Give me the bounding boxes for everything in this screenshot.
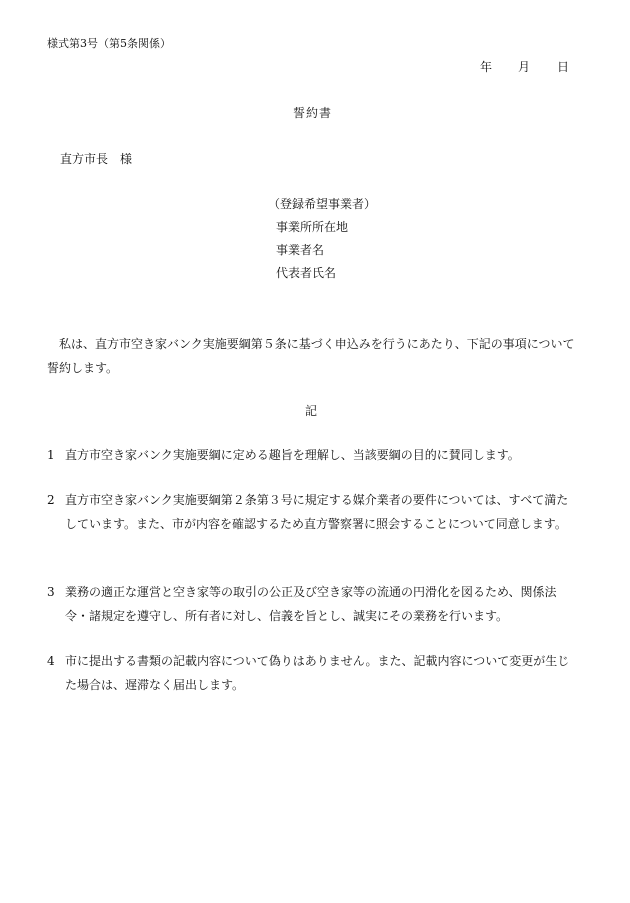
ki-heading: 記: [305, 404, 318, 418]
date-month-label: 月: [518, 60, 531, 74]
pledge-item: [47, 580, 577, 628]
item-number: 2: [47, 493, 55, 507]
item-number: 4: [47, 654, 55, 668]
item-text: 業務の適正な運営と空き家等の取引の公正及び空き家等の流通の円滑化を図るため、関係法令・諸規定を遵守し、所有者に対し、信義を旨とし、誠実にその業務を行います。: [65, 585, 557, 623]
addressee: 直方市長 様: [60, 152, 133, 166]
pledge-item: [47, 649, 577, 697]
document-title: 誓約書: [293, 106, 333, 120]
pledge-item: [47, 443, 577, 467]
date-day-label: 日: [557, 60, 570, 74]
item-text: 市に提出する書類の記載内容について偽りはありません。また、記載内容について変更が生じた場合は、遅滞なく届出します。: [65, 654, 570, 692]
item-number: 3: [47, 585, 55, 599]
form-number: 様式第3号（第5条関係）: [47, 37, 171, 50]
item-number: 1: [47, 448, 55, 462]
pledge-statement: 私は、直方市空き家バンク実施要綱第５条に基づく申込みを行うにあたり、下記の事項について誓約します。: [47, 337, 575, 375]
item-text: 直方市空き家バンク実施要綱第２条第３号に規定する媒介業者の要件については、すべて満たしています。また、市が内容を確認するため直方警察署に照会することについて同意します。: [65, 493, 569, 531]
applicant-heading: （登録希望事業者）: [268, 197, 377, 211]
business-name-label: 事業者名: [276, 243, 325, 257]
pledge-item: [47, 488, 577, 536]
item-text: 直方市空き家バンク実施要綱に定める趣旨を理解し、当該要綱の目的に賛同します。: [65, 448, 520, 462]
representative-label: 代表者氏名: [276, 266, 337, 280]
address-label: 事業所所在地: [276, 220, 349, 234]
date-year-label: 年: [480, 60, 493, 74]
